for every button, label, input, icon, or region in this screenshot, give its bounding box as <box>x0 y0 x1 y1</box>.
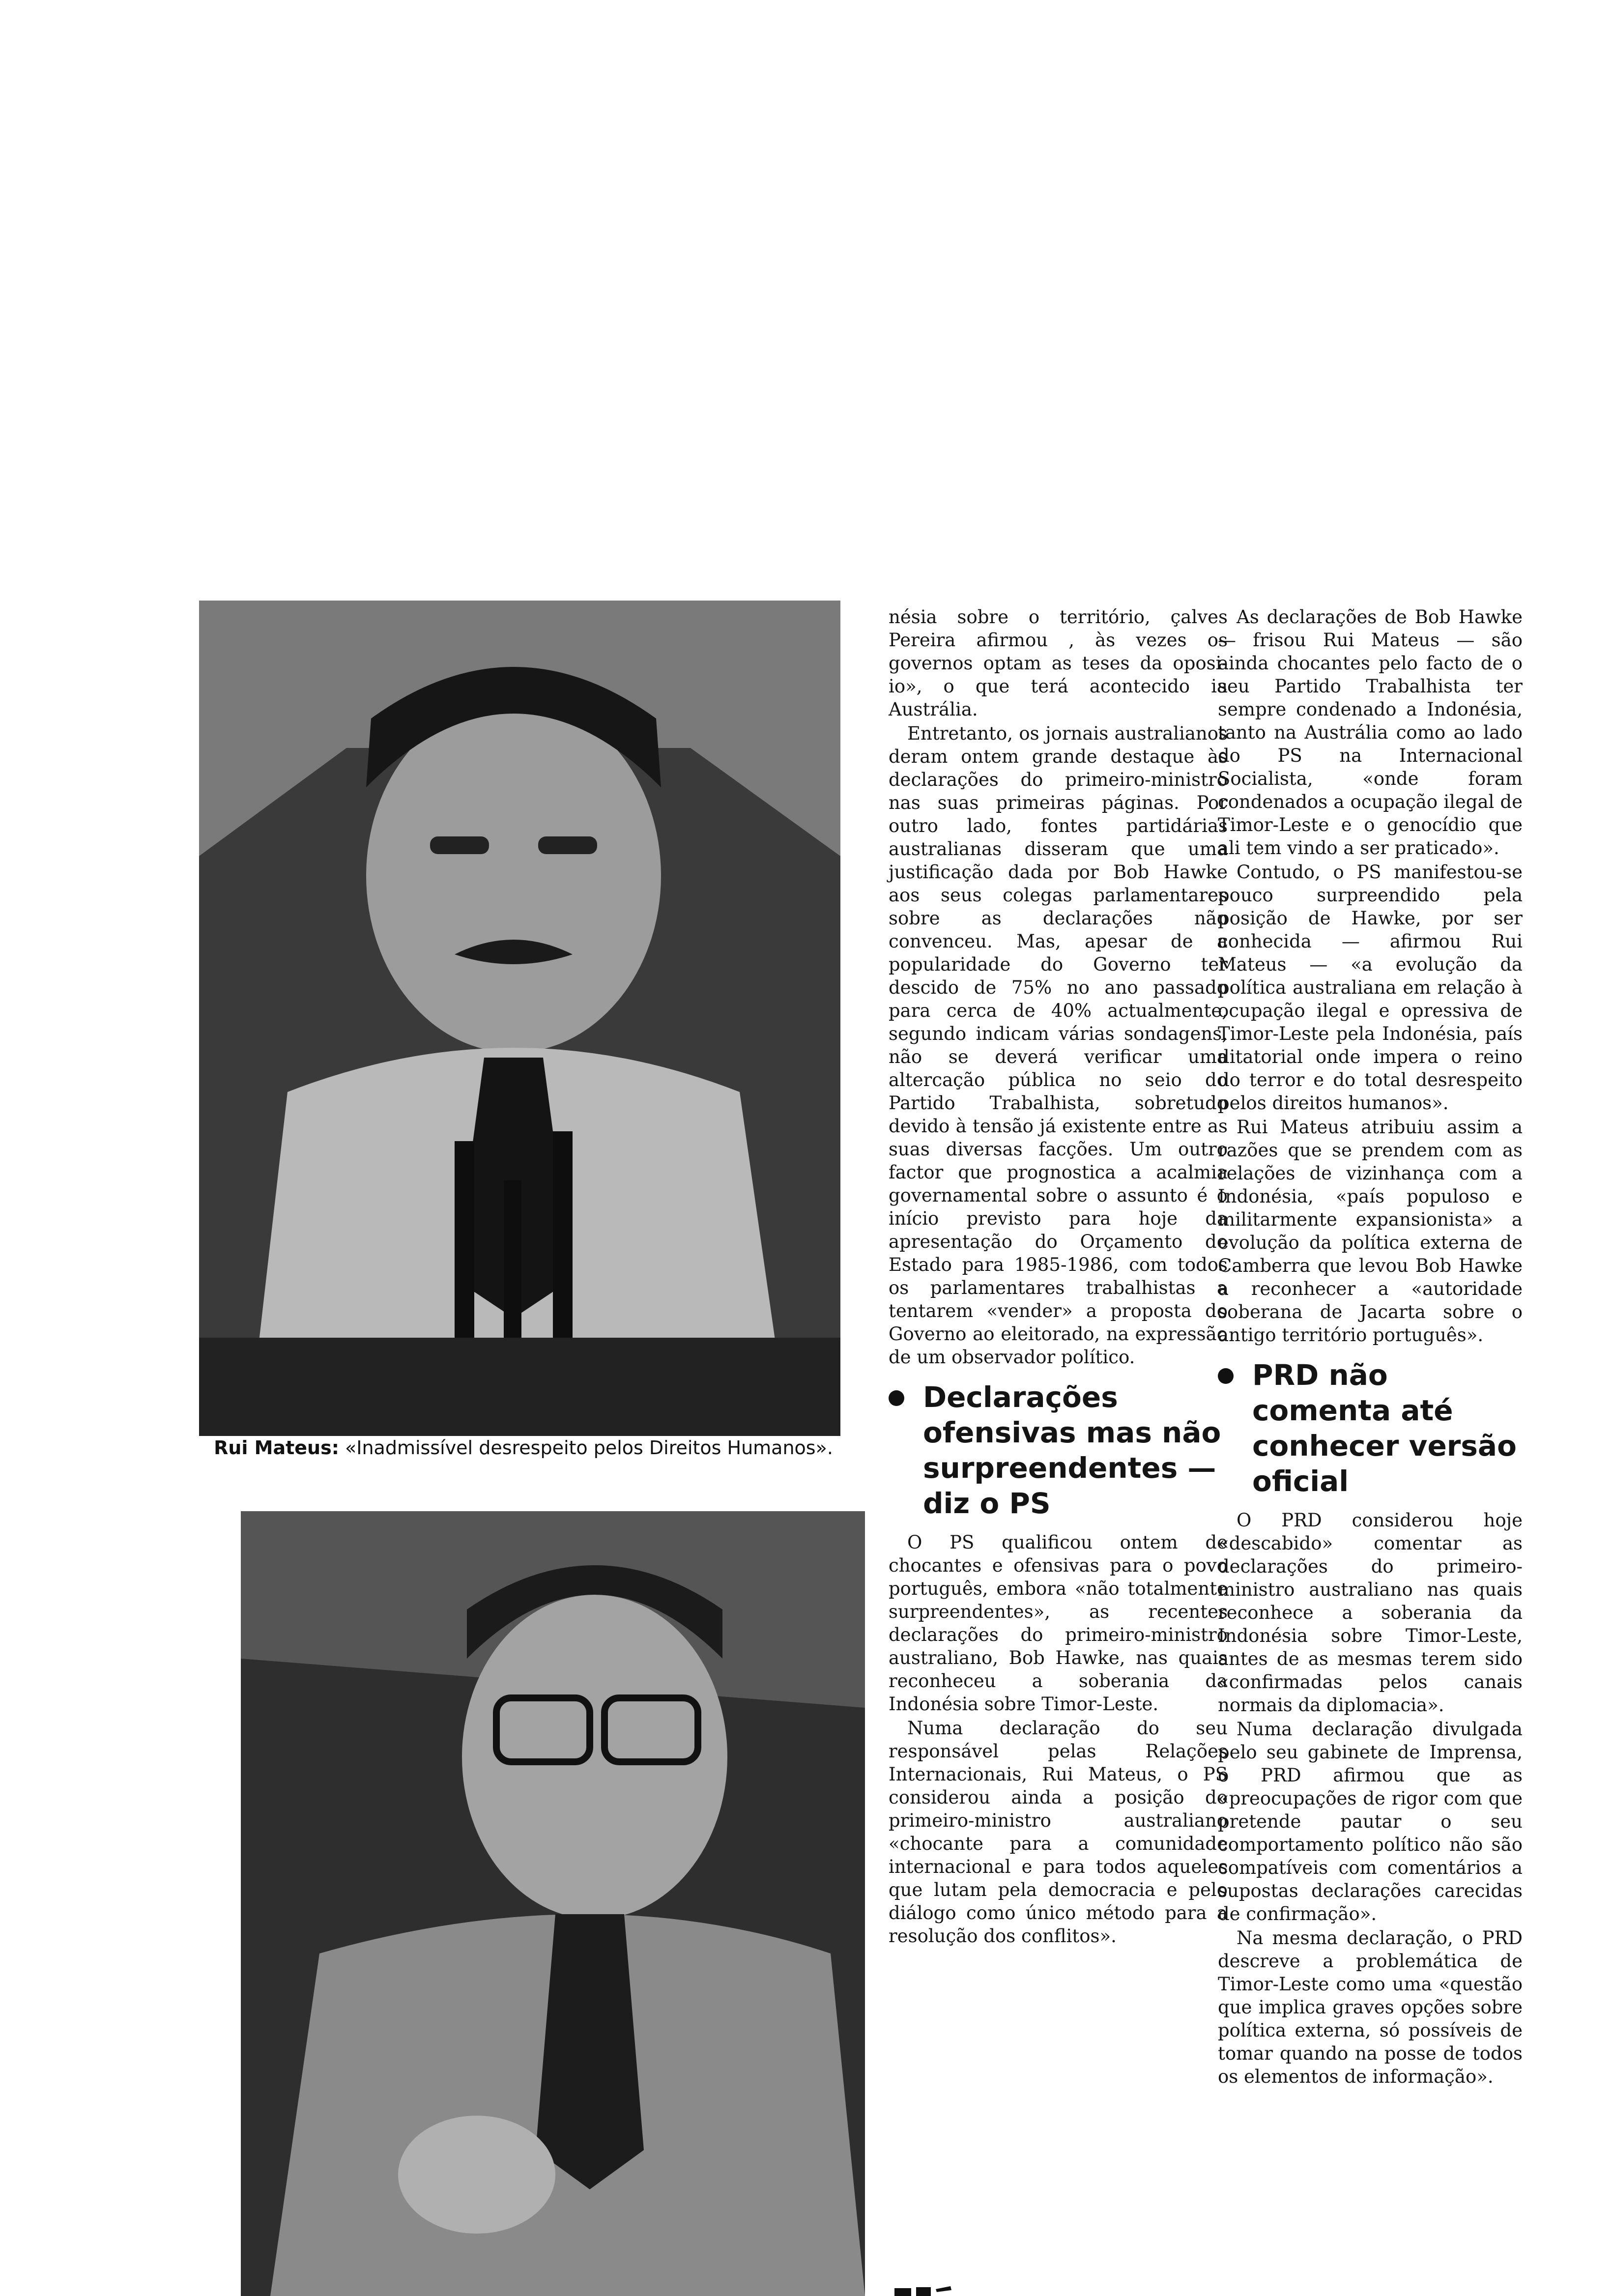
bullet-icon <box>1218 1368 1234 1384</box>
paragraph: Rui Mateus atribuiu assim a razões que se prendem com as relações de vizinhança com a Indonésia, «país populoso e militarmente expansionista» a evolução da política externa de Camberra que levou Bob Hawke a reconhecer a «autoridade soberana de Jacarta sobre o antigo território português». <box>1218 1117 1523 1346</box>
subhead-text: PRD não comenta até conhecer versão oficial <box>1252 1358 1517 1498</box>
photo-second-portrait <box>241 1511 865 2296</box>
paragraph: nésia sobre o território, çalves Pereira afirmou , às vezes os governos optam as teses da oposi- io», o que terá acontecido ia Austrália. <box>889 606 1228 720</box>
subhead-ps <box>889 1379 1228 1521</box>
paragraph: O PS qualificou ontem de chocantes e ofensivas para o povo português, embora «não totalmente surpreendentes», as recentes declarações do primeiro-ministro australiano, Bob Hawke, nas quais reconheceu a soberania da Indonésia sobre Timor-Leste. <box>889 1532 1228 1715</box>
article-column-1 <box>889 605 1228 1948</box>
paragraph: Numa declaração divulgada pelo seu gabinete de Imprensa, o PRD afirmou que as «preocupações de rigor com que pretende pautar o seu comportamento político não são compatíveis com comentários a supostas declarações carecidas de confirmação». <box>1218 1719 1523 1924</box>
paragraph: Numa declaração do seu responsável pelas Relações Internacionais, Rui Mateus, o PS considerou ainda a posição do primeiro-ministro australiano «chocante para a comunidade internacional e para todos aqueles que lutam pela democracia e pelo diálogo como único método para a resolução dos conflitos». <box>889 1718 1228 1947</box>
cutoff-text-fragment <box>894 2284 953 2296</box>
photo-caption <box>211 1436 835 1460</box>
paragraph: O PRD considerou hoje «descabido» comentar as declarações do primeiro-ministro australiano nas quais reconhece a soberania da Indonésia sobre Timor-Leste, antes de as mesmas terem sido «confirmadas pelos canais normais da diplomacia». <box>1218 1510 1523 1716</box>
caption-name: Rui Mateus: <box>214 1437 339 1459</box>
portrait-illustration <box>199 601 840 1436</box>
bullet-icon <box>889 1390 904 1406</box>
paragraph: Entretanto, os jornais australianos deram ontem grande destaque às declarações do primeiro-ministro nas suas primeiras páginas. Por outro lado, fontes partidárias australianas disseram que uma justificação dada por Bob Hawke aos seus colegas parlamentares sobre as declarações não convenceu. Mas, apesar de a popularidade do Governo ter descido de 75% no ano passado para cerca de 40% actualmente, segundo indicam várias sondagens, não se deverá verificar uma altercação pública no seio do Partido Trabalhista, sobretudo devido à tensão já existente entre as suas diversas facções. Um outro factor que prognostica a acalmia governamental sobre o assunto é o início previsto para hoje da apresentação do Orçamento do Estado para 1985-1986, com todos os parlamentares trabalhistas a tentarem «vender» a proposta do Governo ao eleitorado, na expressão de um observador político. <box>889 723 1228 1368</box>
paragraph: Na mesma declaração, o PRD descreve a problemática de Timor-Leste como uma «questão que implica graves opções sobre política externa, só possíveis de tomar quando na posse de todos os elementos de informação». <box>1218 1927 1523 2087</box>
caption-text: «Inadmissível desrespeito pelos Direitos Humanos». <box>345 1437 833 1459</box>
paragraph: Contudo, o PS manifestou-se pouco surpreendido pela posição de Hawke, por ser conhecida — afirmou Rui Mateus — «a evolução da política australiana em relação à ocupação ilegal e opressiva de Timor-Leste pela Indonésia, país ditatorial onde impera o reino do terror e do total desrespeito pelos direitos humanos». <box>1218 861 1523 1114</box>
article-column-2 <box>1218 605 1523 2088</box>
subhead-prd <box>1218 1357 1523 1499</box>
photo-rui-mateus <box>199 601 840 1436</box>
paragraph: As declarações de Bob Hawke — frisou Rui Mateus — são ainda chocantes pelo facto de o seu Partido Trabalhista ter sempre condenado a Indonésia, tanto na Austrália como ao lado do PS na Internacional Socialista, «onde foram condenados a ocupação ilegal de Timor-Leste e o genocídio que ali tem vindo a ser praticado». <box>1218 606 1523 859</box>
subhead-text: Declarações ofensivas mas não surpreendentes — diz o PS <box>923 1380 1221 1520</box>
portrait-illustration-2 <box>241 1511 865 2296</box>
